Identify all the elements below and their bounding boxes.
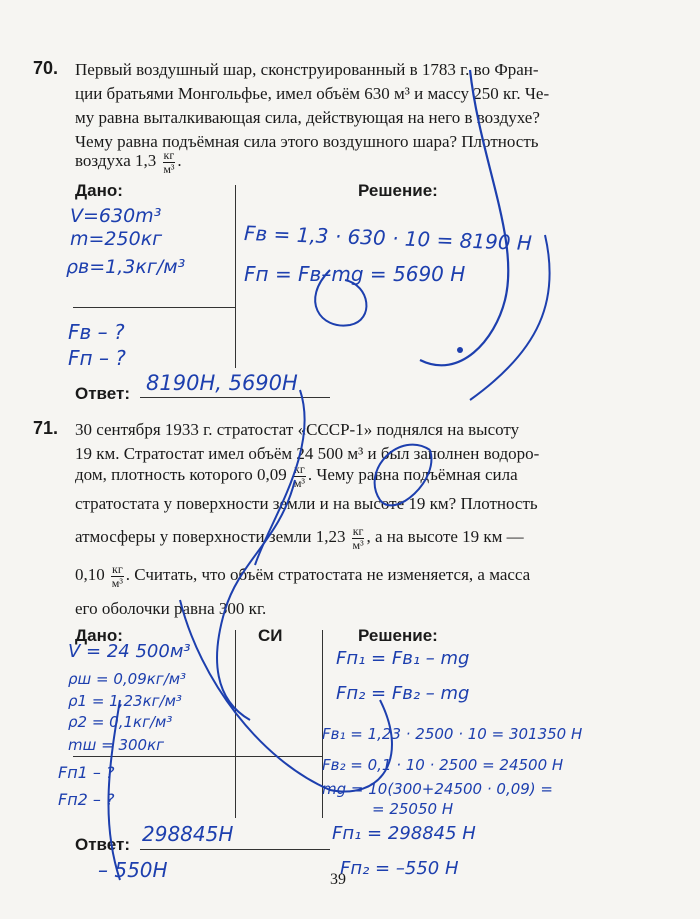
line-6-suffix: . Считать, что объём стратостата не изменяется, а масса: [125, 565, 531, 584]
hw-given-71-5: mш = 300кг: [68, 736, 165, 754]
hw-given-70-1: V=630m³: [70, 205, 162, 227]
unit-numerator: кг: [163, 147, 175, 162]
si-label-71: СИ: [258, 626, 283, 645]
density-text: воздуха 1,3: [75, 151, 157, 170]
hw-solution-71-5: mg = 10(300+24500 · 0,09) =: [322, 780, 553, 798]
scribble-stroke: [180, 600, 392, 792]
problem-70-line-3: му равна выталкивающая сила, действующая на него в воздухе?: [75, 108, 540, 127]
line-3-prefix: дом, плотность которого 0,09: [75, 465, 287, 484]
hw-solution-71-6: = 25050 Н: [372, 800, 454, 818]
hw-given-71-2: ρш = 0,09кг/м³: [68, 670, 187, 688]
unit-denominator: м³: [293, 475, 306, 490]
unit-denominator: м³: [111, 575, 123, 590]
unit-numerator: кг: [294, 461, 305, 476]
problem-71-line-4: стратостата у поверхности земли и на высоте 19 км? Плотность: [75, 494, 538, 513]
solution-label-71: Решение:: [358, 626, 438, 645]
hw-find-70-1: Fв – ?: [68, 320, 125, 344]
hw-find-71-2: Fп2 – ?: [58, 790, 115, 809]
hw-find-71-1: Fп1 – ?: [58, 763, 115, 782]
hw-given-71-4: ρ2 = 0,1кг/м³: [68, 713, 173, 731]
scribble-stroke: [255, 390, 305, 565]
hw-given-70-3: ρв=1,3кг/м³: [66, 256, 186, 278]
hw-solution-70-2: Fп = Fв–mg = 5690 Н: [244, 262, 466, 286]
hw-given-70-2: m=250кг: [70, 228, 163, 250]
problem-70-number: 70.: [33, 58, 59, 78]
unit-numerator: кг: [352, 523, 364, 538]
scribble-stroke: [108, 700, 120, 880]
hw-solution-71-7: Fп₁ = 298845 Н: [332, 823, 476, 844]
hw-solution-71-3: Fв₁ = 1,23 · 2500 · 10 = 301350 Н: [322, 725, 583, 743]
hw-solution-71-8: Fп₂ = –550 Н: [340, 858, 459, 879]
unit-denominator: м³: [352, 537, 364, 552]
scribble-stroke: [420, 70, 508, 365]
scribble-stroke: [217, 480, 295, 720]
hw-answer-70: 8190Н, 5690Н: [146, 371, 298, 395]
scribble-stroke: [470, 235, 550, 400]
given-label-71: Дано:: [75, 626, 123, 645]
hw-solution-71-4: Fв₂ = 0,1 · 10 · 2500 = 24500 Н: [322, 756, 564, 774]
ink-dot: [457, 347, 463, 353]
hw-answer-71-2: – 550Н: [98, 858, 168, 882]
line-5-suffix: , а на высоте 19 км —: [366, 527, 524, 546]
given-label-70: Дано:: [75, 181, 123, 200]
line-5-prefix: атмосферы у поверхности земли 1,23: [75, 527, 346, 546]
solution-label-70: Решение:: [358, 181, 438, 200]
scribble-stroke: [315, 270, 366, 326]
line-6-prefix: 0,10: [75, 565, 105, 584]
hw-given-71-1: V = 24 500м³: [68, 641, 191, 662]
problem-70-line-4: Чему равна подъёмная сила этого воздушного шара? Плотность: [75, 132, 539, 151]
problem-71-line-1: 30 сентября 1933 г. стратостат «СССР-1» поднялся на высоту: [75, 420, 520, 439]
scribble-stroke: [375, 445, 432, 506]
problem-71-line-7: его оболочки равна 300 кг.: [75, 599, 267, 618]
hw-solution-71-2: Fп₂ = Fв₂ – mg: [336, 683, 470, 704]
hw-solution-71-1: Fп₁ = Fв₁ – mg: [336, 648, 470, 669]
problem-71-line-2: 19 км. Стратостат имел объём 24 500 м³ и был заполнен водоро-: [75, 444, 540, 463]
hw-given-71-3: ρ1 = 1,23кг/м³: [68, 692, 182, 710]
hw-answer-71-1: 298845Н: [142, 822, 234, 846]
problem-70-line-1: Первый воздушный шар, сконструированный в 1783 г. во Фран-: [75, 60, 539, 79]
hw-find-70-2: Fп – ?: [68, 346, 126, 370]
unit-denominator: м³: [163, 161, 175, 176]
problem-70-line-2: ции братьями Монгольфье, имел объём 630 м³ и массу 250 кг. Че-: [75, 84, 550, 103]
problem-71-number: 71.: [33, 418, 59, 438]
line-3-suffix: . Чему равна подъёмная сила: [307, 465, 518, 484]
unit-numerator: кг: [112, 561, 123, 576]
answer-label-70: Ответ:: [75, 384, 130, 403]
page-number: 39: [330, 871, 346, 888]
period: .: [177, 151, 182, 170]
hw-solution-70-1: Fв = 1,3 · 630 · 10 = 8190 Н: [243, 221, 533, 256]
answer-label-71: Ответ:: [75, 835, 130, 854]
